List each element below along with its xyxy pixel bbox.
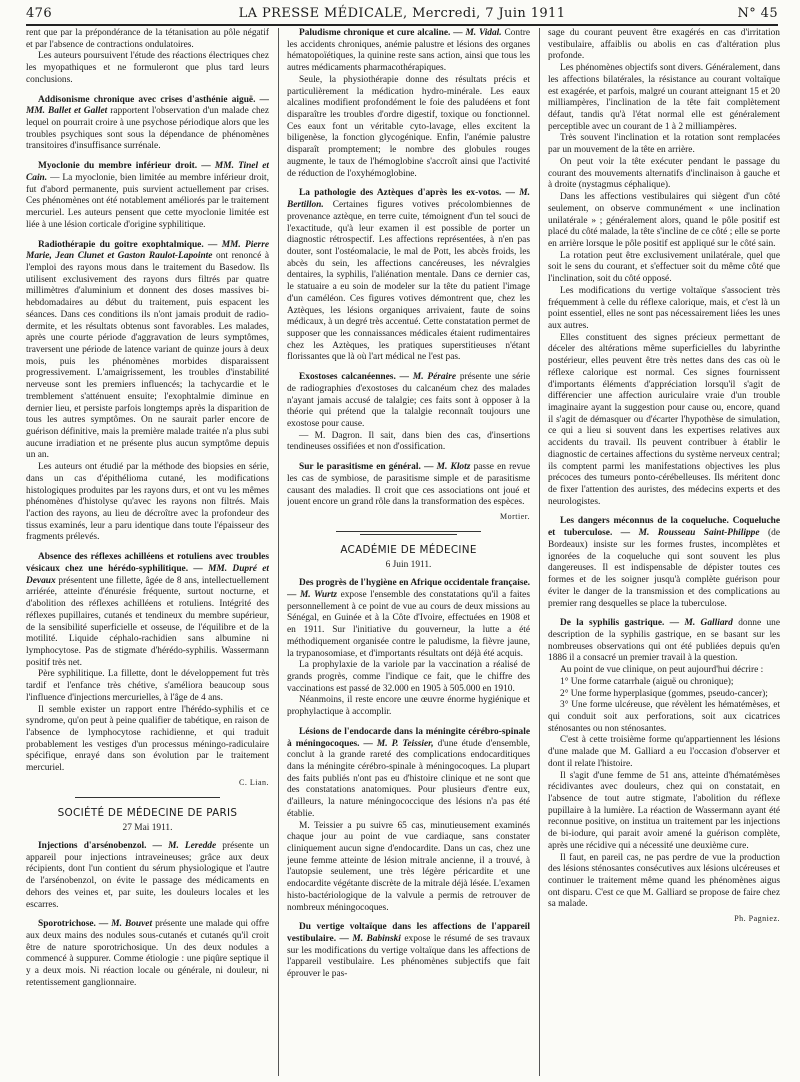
signature: Ph. Pagniez. <box>734 914 780 924</box>
article <box>26 161 269 231</box>
article-title: Absence des réflexes achilléens et rotuliens avec troubles vésicaux chez une hérédo-syphilitique. <box>26 552 269 574</box>
article <box>287 727 530 821</box>
paragraph: On peut voir la tête exécuter pendant le passage du courant des mouvements alternatifs d'inclinaison à gauche et à droite (nystagmus céphalique). <box>548 156 780 191</box>
article-text: d'une étude d'ensemble, conclut à la grande rareté des complications endocarditiques dans la méningite cérébro-spinale à méningocoques. La plupart des faits publiés n'ont pas eu d'histoire clinique et ne sont que des constatations anatomiques. Pour plusieurs d'entre eux, d'ailleurs, la nature méningococcique des lésions n'a pas été établie. <box>287 738 530 819</box>
paragraph: Seule, la physiothérapie donne des résultats précis et particulièrement la médication hydro-minérale. Les eaux alcalines modifient profondément le foie des paludéens et font disparaître les troubles d'ordre digestif, toxique ou fonctionnel. Ces eaux font un véritable cyto-lavage, elles excitent la biligenèse, la fonction glycogénique. Enfin, l'anémie palustre disparaît promptement; le nombre des globules rouges augmente, le taux de l'hémoglobine s'accroît ainsi que l'activité de réduction de l'oxyhémoglobine. <box>287 74 530 179</box>
paragraph: Père syphilitique. La fillette, dont le développement fut très tardif et l'enfance très chétive, s'améliora beaucoup sous l'influence d'injections mercurielles, à l'âge de 4 ans. <box>26 669 269 703</box>
paragraph: rent que par la prépondérance de la tétanisation au pôle négatif et par l'absence de contractions ondulatoires. <box>26 28 269 50</box>
article-title: Myoclonie du membre inférieur droit. <box>38 161 198 172</box>
column-divider <box>278 28 279 1076</box>
issue-number: N° 45 <box>737 6 778 21</box>
signature: C. Lian. <box>239 777 269 787</box>
article-authors: — MM. Pierre Marie, Jean Clunet et Gaston Raulot-Lapointe <box>26 239 269 262</box>
page-number: 476 <box>26 6 53 21</box>
paragraph: Les phénomènes objectifs sont divers. Généralement, dans les affections bilatérales, la résistance au courant voltaïque est exagérée, et parfois, malgré un courant atteignant 15 et 20 milliampères, l'inclination de la tête fait complètement défaut, tandis qu'à l'état normal elle est généralement perceptible avec un courant de 1 à 2 milliampères. <box>548 63 780 132</box>
article-authors: — M. Péraire <box>399 372 457 383</box>
article-title: Sporotrichose. <box>38 919 96 930</box>
article-text: passe en revue les cas de symbiose, de parasitisme simple et de parasitisme causant des maladies. Il croit que ces associations ont joué et jouent encore un grand rôle dans la transformation des espèces. <box>287 462 530 508</box>
article-text: expose le résumé de ses travaux sur les modifications du vertige voltaïque dans les affections de l'appareil vestibulaire. Les phénomènes subjectifs que fait éprouver le pas- <box>287 934 530 980</box>
paragraph: La prophylaxie de la variole par la vaccination a réalisé de grands progrès, comme l'indique ce fait, que le chiffre des vaccinations est passé de 32.000 en 1905 à 505.000 en 1910. <box>287 660 530 694</box>
paragraph: C'est à cette troisième forme qu'appartiennent les lésions d'une malade que M. Galliard a eu l'occasion d'observer et dont il relate l'histoire. <box>548 735 780 769</box>
paragraph: Les auteurs poursuivent l'étude des réactions électriques chez les myopathiques et ne formuleront que plus tard leurs conclusions. <box>26 51 269 85</box>
section-heading: SOCIÉTÉ DE MÉDECINE DE PARIS <box>57 806 238 819</box>
article <box>548 618 780 665</box>
section-rule <box>75 797 221 798</box>
paragraph: Au point de vue clinique, on peut aujourd'hui décrire : <box>560 665 764 676</box>
article-title: Paludisme chronique et cure alcaline. <box>299 28 451 38</box>
paragraph: sage du courant peuvent être exagérés en cas d'irritation vestibulaire, affaiblis ou abolis en cas d'altération plus profonde. <box>548 28 780 62</box>
article-title: Du vertige voltaïque dans les affections de l'appareil vestibulaire. <box>287 922 530 945</box>
article <box>26 552 269 669</box>
list-item: 3° Une forme ulcéreuse, que révèlent les hématémèses, et qui conduit soit aux perforations, soit aux cicatrices sténosantes ou non sténosantes. <box>548 700 780 734</box>
article <box>287 922 530 981</box>
article-text: expose l'ensemble des constatations qu'il a faites personnellement à ce point de vue au cours de deux missions au Sénégal, en Guinée et à la Côte d'Ivoire, effectuées en 1908 et en 1911. Sur l'initiative du gouverneur, la lutte a été méthodiquement organisée contre le paludisme, la fièvre jaune, la trypanosomiase, et d'importants résultats ont déjà été acquis. <box>287 589 530 659</box>
column-3 <box>548 28 780 1076</box>
article-title: Radiothérapie du goitre exophtalmique. <box>38 239 204 250</box>
article-authors: — M. Rousseau Saint-Philippe <box>620 528 760 539</box>
article <box>26 919 269 989</box>
article <box>287 578 530 660</box>
article <box>287 462 530 509</box>
paragraph: Néanmoins, il reste encore une œuvre énorme hygiénique et prophylactique à accomplir. <box>287 695 530 718</box>
article-authors: — M. Wurtz <box>287 589 337 600</box>
article <box>26 95 269 154</box>
article-authors: — M. Klotz <box>424 462 471 473</box>
paragraph: Il faut, en pareil cas, ne pas perdre de vue la production des lésions sténosantes consécutives aux lésions ulcéreuses et continuer le traitement même quand les phénomènes aigus ont disparu. C'est ce que M. Galliard se propose de faire chez sa malade. <box>548 852 780 910</box>
article-text: présente une série de radiographies d'exostoses du calcanéum chez des malades n'ayant jamais accusé de talalgie; ces faits sont à opposer à la théorie qui prétend que la talalgie reconnaît toujours une exostose pour cause. <box>287 372 530 429</box>
article-text: donne une description de la syphilis gastrique, en se basant sur les nombreuses observations qui ont été publiées depuis qu'en 1886 il a consacré un premier travail à la question. <box>548 618 780 664</box>
section-date: 27 Mai 1911. <box>122 823 173 834</box>
header-rule <box>26 24 778 26</box>
article-text: présentent une fillette, âgée de 8 ans, intellectuellement arriérée, atteinte d'énurésie fréquente, surtout nocturne, et d'abolition des réflexes achilléens et rotuliens. Intégrité des réflexes pupillaires, cutanés et tendineux du membre supérieur, de la sensibilité superficielle et osseuse, de l'équilibre et de la motilité. Liquide céphalo-rachidien sans albumine ni lymphocytose. Pas de stigmate d'hérédo-syphilis. Wassermann positif très net. <box>26 575 269 668</box>
article-authors: — MM. Ballet et Gallet <box>26 94 269 117</box>
column-divider <box>539 28 540 1076</box>
paragraph: Il semble exister un rapport entre l'hérédo-syphilis et ce syndrome, qu'on peut à peine qualifier de tabétique, en raison de l'absence de lymphocytose rachidienne, et qui traduit probablement les vestiges d'un processus méningo-radiculaire spécifique, enrayé dans son évolution par le traitement mercuriel. <box>26 704 269 774</box>
article-authors: — M. P. Teissier, <box>363 738 434 749</box>
newspaper-title: LA PRESSE MÉDICALE, Mercredi, 7 Juin 1911 <box>238 6 566 21</box>
article <box>287 28 530 75</box>
article <box>287 372 530 431</box>
article-title: Lésions de l'endocarde dans la méningite cérébro-spinale à méningocoques. <box>287 726 530 749</box>
article-title: Addisonisme chronique avec crises d'asthénie aiguë. <box>38 94 256 105</box>
paragraph: Très souvent l'inclination et la rotation sont remplacées par un mouvement de la tête en arrière. <box>548 133 780 156</box>
article-text: (de Bordeaux) insiste sur les formes frustes, incomplètes et ignorées de la coqueluche qui sont souvent les plus dangereuses. Il est indispensable de dépister toutes ces formes et de les soigner jusqu'à complète guérison pour éviter le danger de la transmission et des complications au premier rang desquelles se place la tuberculose. <box>548 528 780 609</box>
section-rule <box>336 531 482 532</box>
list-item: 2° Une forme hyperplasique (gommes, pseudo-cancer); <box>560 688 768 699</box>
article-title: De la syphilis gastrique. <box>560 618 665 629</box>
article-authors: — MM. Tinel et Cain. <box>26 161 269 183</box>
section-date: 6 Juin 1911. <box>385 560 432 571</box>
article-authors: — M. Leredde <box>152 841 217 851</box>
paragraph: — M. Dagron. Il sait, dans bien des cas, d'insertions tendineuses ossifiées et non d'ossification. <box>287 430 530 453</box>
article-title: Injections d'arsénobenzol. <box>38 841 147 851</box>
article-title: Les dangers méconnus de la coqueluche. Coqueluche et tuberculose. <box>548 516 780 539</box>
column-2 <box>287 28 530 1076</box>
article <box>26 841 269 911</box>
article-title: La pathologie des Aztèques d'après les ex-votos. <box>299 188 502 199</box>
article-text: rapportent l'observation d'un malade chez lequel on pourrait croire à une psychose périodique alors que les troubles psychiques sont sous la dépendance de phénomènes transitoires d'insuffisance surrénale. <box>26 106 269 152</box>
article-text: — La myoclonie, bien limitée au membre inférieur droit, fut d'abord permanente, puis survient actuellement par crises. Ces phénomènes ont été notablement améliorés par le traitement mercuriel. Les auteurs pensent que cette myoclonie limitée est liée à une lésion corticale d'origine syphilitique. <box>26 172 269 230</box>
article-authors: — MM. Dupré et Devaux <box>26 563 269 586</box>
article-text: Contre les accidents chroniques, anémie palustre et lésions des organes hématopoïétiques, la quinine reste sans action, ainsi que tous les autres médicaments pharmacothérapiques. <box>287 28 530 74</box>
article-title: Exostoses calcanéennes. <box>299 372 396 383</box>
article-authors: — M. Bouvet <box>98 919 153 930</box>
article-authors: — M. Vidal. <box>453 28 502 38</box>
paragraph: Il s'agit d'une femme de 51 ans, atteinte d'hématémèses récidivantes avec douleurs, chez qui on constatait, en l'absence de tout autre stigmate, l'abolition du réflexe pupillaire à la lumière. La réaction de Wassermann ayant été reconnue positive, on institua un traitement par les injections de bi-iodure, qui parait avoir amené la guérison complète, après une récidive qui a nécessité une deuxième cure. <box>548 770 780 851</box>
article-text: présente un appareil pour injections intraveineuses; grâce aux deux récipients, dont l'un contient du sérum physiologique et l'autre de l'arsénobenzol, on évite le passage des médicaments en dehors des veines et, par suite, les douleurs locales et les escarres. <box>26 841 269 910</box>
paragraph: La rotation peut être exclusivement unilatérale, quel que soit le sens du courant, et s'effectuer soit du même côté que l'inclination, soit du côté opposé. <box>548 250 780 285</box>
list-item: 1° Une forme catarrhale (aiguë ou chronique); <box>560 676 734 687</box>
page-header <box>26 4 778 26</box>
article-text: ont renoncé à l'emploi des rayons mous dans le traitement du Basedow. Ils utilisent exclusivement des rayons durs filtrés par quatre millimètres d'aluminium et donnent des doses massives bi-hebdomadaires au début du traitement, puis espacent les séances. Dans ces conditions ils n'ont jamais produit de radio-dermite, et les résultats obtenus sont favorables. Les malades, après une courte période d'aggravation de leurs symptômes, traversent une période de latence variant de quinze jours à deux mois, puis les phénomènes morbides disparaissent progressivement. L'amaigrissement, les troubles d'instabilité nerveuse sont les premiers influencés; la tachycardie et le tremblement s'atténuent ensuite; l'exophtalmie diminue en dernier lieu, et persiste parfois longtemps après la disparition de tous les autres symptômes. On ne saurait parler encore de guérison définitive, mais la première malade traitée n'a plus subi aucune irradiation et ne présente plus aucun symptôme depuis un an. <box>26 251 269 461</box>
article <box>287 188 530 364</box>
paragraph: Les modifications du vertige voltaïque s'associent très fréquemment à celle du réflexe calorique, mais, et c'est là un point essentiel, elles ne sont pas nécessairement liées les unes aux autres. <box>548 285 780 331</box>
paragraph: Dans les affections vestibulaires qui siègent d'un côté seulement, on observe communément « une inclination unilatérale » ; généralement alors, quand le pôle positif est placé du côté malade, la tête s'incline de ce côté ; elle se porte en arrière lorsque le pôle positif est appliqué sur le côté sain. <box>548 192 780 249</box>
paragraph: Les auteurs ont étudié par la méthode des biopsies en série, dans un cas d'épithélioma cutané, les modifications histologiques produites par les rayons durs, et ont vu les mêmes phénomènes d'histolyse qu'avec les rayons non filtrés. Mais l'action des rayons, au lieu de décroître avec la profondeur des tissus examinés, leur a paru identique dans toute l'épaisseur des fragments prélevés. <box>26 462 269 543</box>
article-text: Certaines figures votives précolombiennes de provenance aztèque, en terre cuite, témoignent d'un tel souci de l'exactitude, qu'à leur examen il est possible de porter un diagnostic rétrospectif. Les affections représentées, à n'en pas douter, sont l'ostéomalacie, le mal de Pott, les abcès froids, les abcès du sein, les affections cancéreuses, les névralgies dentaires, la syphilis, l'aliénation mentale. Dans ce dernier cas, le statuaire a eu soin de modeler sur la tête du patient l'image d'un caméléon. Ces figures votives démontrent que, chez les Aztèques, les lésions organiques arrivaient, faute de soins médicaux, à un degré très accentué. Cette constatation permet de supposer que les connaissances médicales étaient rudimentaires chez les Aztèques, les pratiques superstitieuses n'étant florissantes que là où l'art médical ne l'est pas. <box>287 200 530 363</box>
section-heading: ACADÉMIE DE MÉDECINE <box>340 543 477 556</box>
article <box>548 516 780 610</box>
article <box>26 240 269 463</box>
paragraph: Elles constituent des signes précieux permettant de déceler des altérations même superficielles du labyrinthe postérieur, elles peuvent être très nettes dans des cas où le réflexe calorique est normal. Ces signes fournissent d'importants éléments d'appréciation lorsqu'il s'agit de différencier une affection auriculaire vraie d'un trouble imaginaire ayant la suggestion pour cause ou, encore, quand il s'agit de démasquer ou d'écarter l'hypothèse de simulation, ce qui a lieu si souvent dans les expertises relatives aux accidents du travail. Ils peuvent contribuer à établir le diagnostic de certaines affections du système nerveux central; ils comptent parmi les manifestations objectives les plus précoces des tumeurs ponto-cérébelleuses. Ils méritent donc de fixer l'attention des auristes, des médecins experts et des neurologistes. <box>548 332 780 507</box>
signature: Mortier. <box>500 512 530 522</box>
article-authors: — M. Bertillon. <box>287 188 530 211</box>
article-authors: — M. Babinski <box>339 934 401 945</box>
article-text: présente une malade qui offre aux deux mains des nodules sous-cutanés et cutanés qu'il croit être de nature sporotrichosique. Un des deux nodules a commencé à suppurer. Comme étiologie : une piqûre septique il y a deux mois. Ni réaction locale ou générale, ni douleur, ni retentissement ganglionnaire. <box>26 919 269 988</box>
article-title: Des progrès de l'hygiène en Afrique occidentale française. <box>299 578 530 589</box>
column-1 <box>26 28 269 1076</box>
section-rule <box>360 534 457 535</box>
article-title: Sur le parasitisme en général. <box>299 462 421 473</box>
paragraph: M. Teissier a pu suivre 65 cas, minutieusement examinés chaque jour au point de vue cardiaque, sans constater cliniquement aucun signe d'endocardite. Dans un cas, chez une jeune femme atteinte de lésion mitrale ancienne, il a trouvé, à l'autopsie seulement, une très légère péricardite et une endocardite végétante discrète de la mitrale déjà lésée. L'examen histo-bactériologique de la valvule a permis de retrouver de nombreux méningocoques. <box>287 820 530 913</box>
article-authors: — M. Galliard <box>669 618 733 629</box>
